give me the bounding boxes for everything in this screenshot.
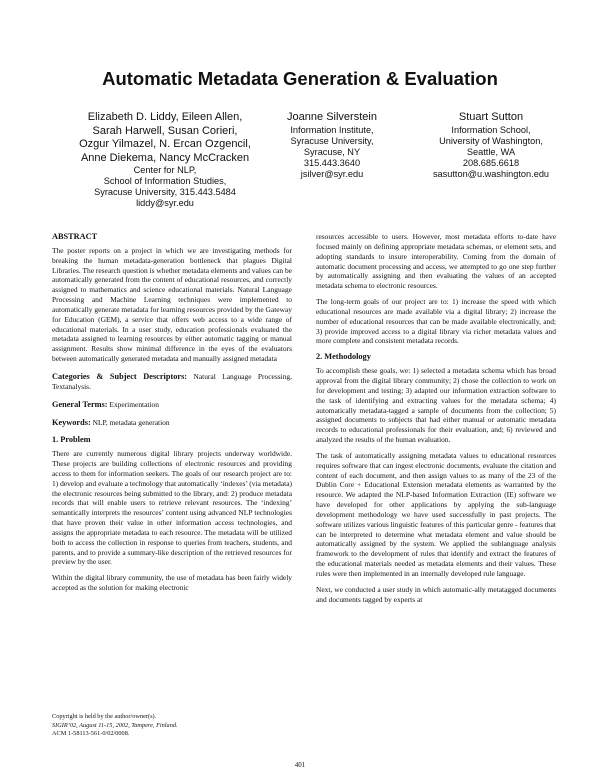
abstract-text: The poster reports on a project in which we are investigating methods for breaking the human metadata-generation bottleneck that plagues Digital Libraries. The research question is whether metadata elements and values can be automatically generated from the content of educational resources, and correctly assigned to mathematics and science educational materials. Natural Language Processing and Machine Learning techniques were implemented to automatically generate metadata for learning resources provided by the Gateway for Education (GEM), a service that offers web access to a wide range of educational materials. In a user study, education professionals evaluated the metadata assigned to learning resources by either automatic tagging or manual assignment. Results show minimal difference in the eyes of the evaluators between automatically generated metadata and manually assigned metadata: [52, 245, 292, 364]
conference-line: SIGIR’02, August 11-15, 2002, Tampere, Finland.: [52, 721, 178, 729]
general-terms-line: [52, 400, 292, 410]
keywords-label: Keywords:: [52, 417, 91, 427]
author-block-3: [416, 111, 566, 180]
page-number: 401: [294, 761, 306, 769]
methodology-paragraph-2: The task of automatically assigning metadata values to educational resources requires software that can ingest electronic documents, evaluate the citation and content of each document, and then assign values to as many of the 23 of the Dublin Core + Educational Extension metadata elements as warranted by the resource. We adapted the NLP-based Information Extraction (IE) software we have developed for other applications by applying the sub-language development methodology we have used successfully in past projects. The software utilizes various linguistic features of this particular genre - features that can be interpreted to determine what metadata element and value should be automatically assigned by the system. We applied the sublanguage analysis framework to the development of rules that identify and extract the features of the educational materials needed as metadata elements and their values. These rules were then implemented in an internally developed rule language.: [316, 450, 556, 578]
problem-heading: 1. Problem: [52, 435, 91, 445]
keywords-line: [52, 418, 292, 428]
right-column: [316, 232, 556, 611]
categories-line: [52, 372, 292, 392]
copyright-line: Copyright is held by the author/owner(s).: [52, 713, 157, 720]
author-affiliation: Center for NLP, School of Information Studies, Syracuse University, 315.443.5484 liddy@syr.edu: [94, 165, 236, 208]
author-names: Elizabeth D. Liddy, Eileen Allen, Sarah Harwell, Susan Corieri, Ozgur Yilmazel, N. Ercan Ozgencil, Anne Diekema, Nancy McCracken: [79, 111, 251, 164]
copyright-notice: [52, 713, 178, 739]
author-names: Joanne Silverstein: [287, 111, 377, 123]
methodology-heading: 2. Methodology: [316, 352, 371, 362]
problem-paragraph-2: Within the digital library community, the use of metadata has been fairly widely accepted as the solution for making electronic: [52, 573, 292, 593]
author-block-2: [262, 111, 402, 180]
abstract-heading: ABSTRACT: [52, 232, 98, 241]
categories-text: Natural Language Processing, Textanalysis.: [52, 371, 292, 391]
author-affiliation: Information Institute, Syracuse University, Syracuse, NY 315.443.3640 jsilver@syr.edu: [290, 124, 374, 179]
categories-label: Categories & Subject Descriptors:: [52, 371, 188, 381]
keywords-text: NLP, metadata generation: [92, 417, 170, 427]
general-terms-label: General Terms:: [52, 399, 108, 409]
author-names: Stuart Sutton: [458, 111, 524, 123]
intro-paragraph-1: resources accessible to users. However, most metadata efforts to-date have focused mainly on defining appropriate metadata schemas, or element sets, and adopting standards to insure interoperability. Coming from the domain of automatic document processing and access, we attempted to go one step further by automatically assigning and then evaluating the values of an accepted metadata schema to electronic resources.: [316, 232, 556, 291]
left-column: [52, 232, 292, 599]
problem-paragraph-1: There are currently numerous digital library projects underway worldwide. These projects are building collections of electronic resources and providing access to them for information seekers. The goals of our research project are to: 1) develop and evaluate a technology that automatically ‘indexes’ (via metadata) the electronic resources being submitted to the library, and: 2) produce metadata records that will enable users to retrieve relevant resources. The ‘indexing’ semantically interprets the resources’ content using advanced NLP technologies that have proven their value in other information access technologies, and assigns the appropriate metadata to each resource. The metadata will be utilized both to access the collection in response to queries from teachers, students, and parents, and to provide a summary-like description of the retrieved resources for preview by the user.: [52, 449, 292, 567]
paper-title: Automatic Metadata Generation & Evaluation: [102, 68, 498, 89]
intro-paragraph-2: The long-term goals of our project are to: 1) increase the speed with which educational resources are made available via a digital library; 2) increase the number of educational resources that can be made available electronically, and; 3) provide improved access to a digital library via richer metadata values and more complete and consistent metadata records.: [316, 297, 556, 346]
acm-line: ACM 1-58113-561-0/02/0008.: [52, 730, 130, 738]
author-block-1: [50, 111, 280, 209]
general-terms-text: Experimentation: [109, 399, 159, 409]
methodology-paragraph-1: To accomplish these goals, we: 1) selected a metadata schema which has broad approval from the digital library community; 2) chose the collection to work on for development and testing; 3) adapted our information extraction software to the task of identifying and extracting values for the metadata schema; 4) automatically metadata-tagged a sample of documents from the collection; 5) assigned documents to subjects that had either manual or automatic metadata records to educational professionals for their evaluation, and; 6) reviewed and analyzed the results of the human evaluation.: [316, 366, 556, 445]
methodology-paragraph-3: Next, we conducted a user study in which automatic-ally metatagged documents and documents tagged by experts at: [316, 584, 556, 604]
author-affiliation: Information School, University of Washington, Seattle, WA 208.685.6618 sasutton@u.washington.edu: [432, 124, 550, 179]
